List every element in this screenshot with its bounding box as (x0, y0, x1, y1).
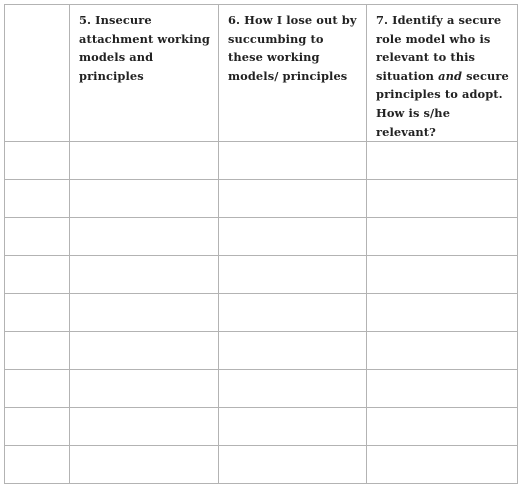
table-cell (367, 142, 518, 180)
table-cell (70, 218, 219, 256)
table-cell (219, 256, 367, 294)
header-cell-col6 (219, 5, 367, 142)
table-row (5, 294, 518, 332)
table-cell (70, 332, 219, 370)
header-col5-number: 5. (79, 13, 92, 27)
table-cell (367, 446, 518, 484)
table-row (5, 332, 518, 370)
header-col7-text (367, 5, 517, 141)
header-cell-col7 (367, 5, 518, 142)
table-cell (367, 408, 518, 446)
table-cell (70, 142, 219, 180)
header-cell-blank (5, 5, 70, 142)
header-col7-label-part2: secure principles to adopt. How is s/he relevant? (376, 68, 509, 139)
header-col5-text (70, 5, 218, 85)
worksheet-table (4, 4, 518, 484)
table-cell (219, 218, 367, 256)
table-cell (219, 180, 367, 218)
table-cell (5, 370, 70, 408)
table-cell (5, 142, 70, 180)
worksheet-body (5, 5, 518, 484)
table-cell (367, 180, 518, 218)
header-col6-text (219, 5, 366, 85)
table-cell (367, 370, 518, 408)
table-cell (70, 408, 219, 446)
table-cell (219, 332, 367, 370)
table-cell (367, 294, 518, 332)
table-cell (367, 218, 518, 256)
table-cell (219, 294, 367, 332)
table-row (5, 408, 518, 446)
table-cell (70, 180, 219, 218)
table-row (5, 142, 518, 180)
table-row (5, 180, 518, 218)
table-cell (5, 446, 70, 484)
table-cell (219, 142, 367, 180)
header-col5-label: Insecure attachment working models and principles (79, 13, 210, 83)
table-cell (70, 294, 219, 332)
table-cell (70, 446, 219, 484)
table-cell (70, 370, 219, 408)
header-row (5, 5, 518, 142)
table-cell (5, 294, 70, 332)
table-cell (5, 218, 70, 256)
header-col6-number: 6. (228, 13, 241, 27)
header-col7-label-italic: and (438, 68, 463, 83)
table-cell (5, 256, 70, 294)
table-cell (219, 408, 367, 446)
table-cell (219, 370, 367, 408)
header-cell-col5 (70, 5, 219, 142)
table-cell (5, 408, 70, 446)
header-col7-label-part1: Identify a secure role model who is relevant to this situation (376, 13, 502, 83)
table-row (5, 218, 518, 256)
table-row (5, 370, 518, 408)
header-col6-label: How I lose out by succumbing to these working models/ principles (228, 13, 357, 83)
table-cell (5, 180, 70, 218)
table-cell (367, 256, 518, 294)
table-cell (367, 332, 518, 370)
table-row (5, 446, 518, 484)
header-col7-number: 7. (376, 13, 389, 27)
table-cell (219, 446, 367, 484)
table-cell (70, 256, 219, 294)
table-cell (5, 332, 70, 370)
table-row (5, 256, 518, 294)
